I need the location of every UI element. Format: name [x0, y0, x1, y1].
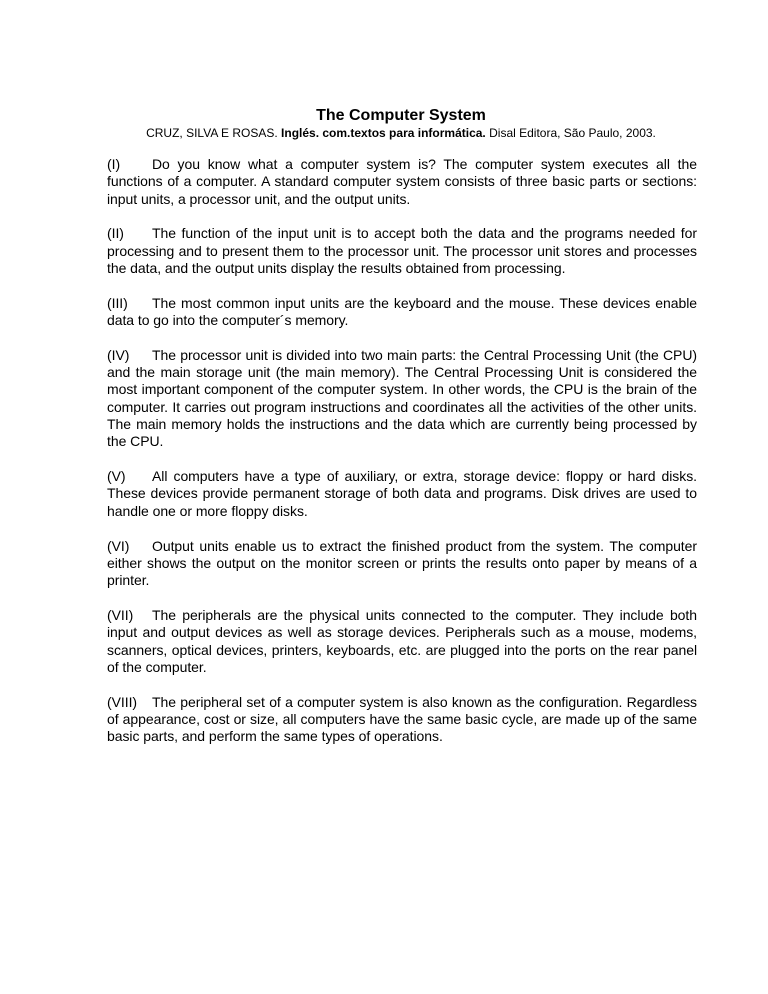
citation-publisher: Disal Editora, São Paulo, 2003.: [489, 126, 656, 140]
paragraph-text: The function of the input unit is to accept both the data and the programs needed for processing and to present them to the processor unit. The processor unit stores and processes the data, and the output units display the results obtained from processing.: [107, 225, 697, 276]
paragraph-number: (I): [107, 156, 121, 172]
paragraph-4: [107, 347, 697, 451]
paragraph-text: The peripheral set of a computer system is also known as the configuration. Regardless of appearance, cost or size, all computers have the same basic cycle, are made up of the same basic parts, and perform the same types of operations.: [107, 693, 697, 745]
paragraph-7: [107, 607, 697, 676]
document-body: [107, 156, 697, 763]
citation-authors: CRUZ, SILVA E ROSAS.: [146, 126, 278, 140]
paragraph-6: [107, 538, 697, 590]
paragraph-3: [107, 295, 697, 330]
paragraph-number: (VII): [107, 606, 134, 623]
paragraph-number: (VI): [107, 537, 130, 554]
paragraph-number: (IV): [107, 346, 130, 363]
paragraph-text: The processor unit is divided into two main parts: the Central Processing Unit (the CPU) and the main storage unit (the main memory). The Central Processing Unit is considered the most important component of the computer system. In other words, the CPU is the brain of the computer. It carries out program instructions and coordinates all the activities of the other units. The main memory holds the instructions and the data which are currently being processed by the CPU.: [107, 346, 697, 450]
paragraph-text: All computers have a type of auxiliary, or extra, storage device: floppy or hard disks. These devices provide permanent storage of both data and programs. Disk drives are used to handle one or more floppy disks.: [107, 468, 697, 519]
paragraph-5: [107, 468, 697, 520]
paragraph-number: (VIII): [107, 693, 138, 710]
paragraph-8: [107, 694, 697, 746]
paragraph-number: (V): [107, 468, 126, 485]
paragraph-text: Do you know what a computer system is? The computer system executes all the functions of a computer. A standard computer system consists of three basic parts or sections: input units, a processor unit, and the output units.: [107, 156, 697, 207]
paragraph-number: (II): [107, 225, 124, 242]
paragraph-1: [107, 156, 697, 208]
citation: [0, 126, 768, 141]
paragraph-number: (III): [107, 294, 128, 311]
document-title: The Computer System: [316, 107, 486, 124]
paragraph-text: The most common input units are the keyboard and the mouse. These devices enable data to go into the computer´s memory.: [107, 294, 697, 329]
paragraph-text: The peripherals are the physical units connected to the computer. They include both input and output devices as well as storage devices. Peripherals such as a mouse, modems, scanners, optical devices, printers, keyboards, etc. are plugged into the ports on the rear panel of the computer.: [107, 606, 697, 675]
paragraph-2: [107, 225, 697, 277]
citation-book-title: Inglés. com.textos para informática.: [281, 126, 486, 140]
paragraph-text: Output units enable us to extract the finished product from the system. The computer either shows the output on the monitor screen or prints the results onto paper by means of a printer.: [107, 537, 697, 589]
